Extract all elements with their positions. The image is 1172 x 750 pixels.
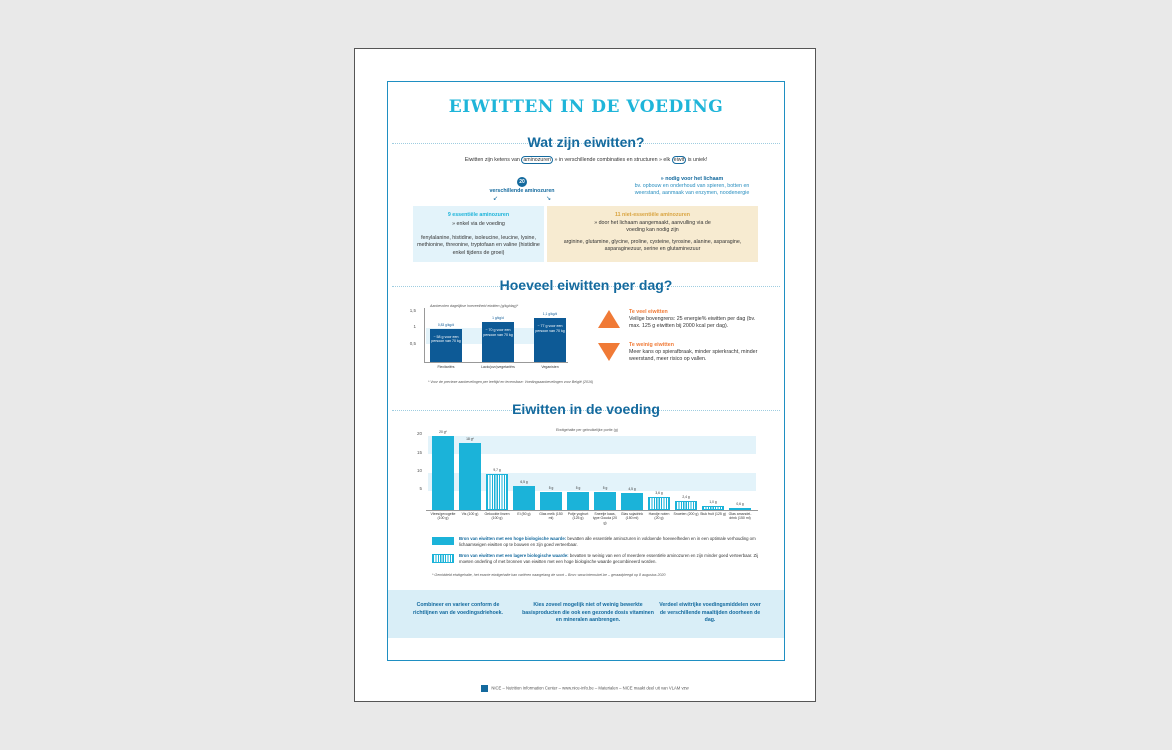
category-label: Lacto(ovo)vegetariërs [481, 365, 515, 369]
bar-value-label: 2,4 g [682, 495, 690, 500]
footer-text: NICE – Nutrition Information Center – www.nice-info.be – Materialen – NICE maakt deel uit van VLAM vzw [491, 685, 689, 691]
category-label: Ei (50 g) [517, 512, 531, 516]
daily-bar: ~ 58 g voor een persoon van 70 kg [430, 329, 462, 362]
nonessential-title: 11 niet-essentiële aminozuren [614, 212, 691, 218]
nonessential-list: arginine, glutamine, glycine, proline, cysteine, tyrosine, alanine, asparagine, asparaginezuur, serine en glutaminezuur [563, 239, 742, 253]
legend-high-text [459, 536, 759, 548]
chart-title: Aanbevolen dagelijkse hoeveelheid eiwitten (g/kg/dag)* [430, 304, 519, 308]
legend-low-bold: Bron van eiwitten met een lagere biologische waarde: [459, 553, 569, 558]
essential-list: fenylalanine, histidine, isoleucine, leucine, lysine, methionine, threonine, tryptofaan en valine (histidine enkel tijdens de groei) [417, 235, 540, 256]
category-label: Veganisten [541, 365, 559, 369]
bar-value-label: 6,5 g [520, 479, 528, 484]
intro-part: » in verschillende combinaties en structuren » elk [553, 157, 672, 163]
bar-value-label: 20 g* [439, 430, 447, 434]
daily-bar: ~ 77 g voor een persoon van 70 kg [534, 318, 566, 362]
food-bar [621, 493, 643, 510]
category-label: Flexitariërs [437, 365, 455, 369]
daily-bar: ~ 70 g voor een persoon van 70 kg [482, 322, 514, 362]
y-tick: 1 [413, 324, 416, 329]
legend-high-swatch [432, 537, 454, 545]
food-bar [648, 497, 670, 510]
food-bar [594, 492, 616, 511]
amino-count-badge: 20 [517, 177, 527, 187]
bar-value-label: 1,1 g/kg/d [542, 312, 558, 316]
category-label: Gekookte linzen (100 g) [484, 512, 510, 521]
essential-box [413, 206, 544, 262]
tip-1: Combineer en varieer conform de richtlijnen van de voedingsdriehoek. [413, 602, 503, 616]
category-label: Glas melk (150 ml) [539, 512, 563, 521]
category-label: Stuk fruit (125 g) [700, 512, 726, 516]
bar-value-label: 3,6 g [655, 490, 663, 495]
food-bar [675, 501, 697, 510]
bar-value-label: 5 g [548, 485, 554, 490]
body-need-title: » nodig voor het lichaam [660, 176, 724, 182]
food-bar [540, 492, 562, 511]
intro-text [388, 157, 784, 164]
category-label: Vlees/gevogelte (100 g) [430, 512, 456, 521]
poster-frame [387, 81, 785, 661]
legend-low-text [459, 553, 759, 565]
legend-high-bold: Bron van eiwitten met een hoge biologische waarde: [459, 536, 567, 541]
bar-value-label: 1 g/kg/d [492, 316, 504, 320]
amino-count-label: verschillende aminozuren [489, 188, 555, 194]
daily-need-chart [394, 304, 584, 386]
nonessential-box [547, 206, 758, 262]
nice-logo-icon [481, 685, 488, 692]
category-label: Handje noten (20 g) [648, 512, 670, 521]
too-much-text: Veilige bovengrens: 25 energie% eiwitten per dag (bv. max. 125 g eiwitten bij 2000 kcal per dag). [629, 316, 756, 330]
bar-value-label: 5 g [602, 485, 608, 490]
essential-sub: » enkel via de voeding [452, 221, 505, 227]
food-bar [459, 443, 481, 510]
legend-low-desc: bevatten te weinig van een of meerdere essentiële aminozuren en zijn minder goed verteerbaar. Zij moeten onderling of met bronnen van eiwitten met een hoge biologische waarde gecombineerd worden. [459, 553, 759, 564]
footer [355, 685, 815, 692]
category-label: Potje yoghurt (125 g) [567, 512, 589, 521]
arrow-left-icon: ↙ [493, 196, 499, 202]
bar-value-label: 1,0 g [709, 500, 717, 505]
y-tick: 5 [419, 486, 422, 491]
section-heading-food: Eiwitten in de voeding [512, 401, 660, 417]
body-need-text: bv. opbouw en onderhoud van spieren, botten en weerstand, aanmaak van enzymen, noodenergie [634, 183, 750, 197]
y-tick: 1,5 [409, 308, 416, 313]
food-bar [513, 486, 535, 510]
tips-band [388, 590, 785, 638]
poster-sheet [354, 48, 816, 702]
food-bar [486, 474, 508, 510]
tip-3: Verdeel eiwitrijke voedingsmiddelen over de verschillende maaltijden doorheen de dag. [659, 602, 761, 624]
too-little-text: Meer kans op spierafbraak, minder spierkracht, minder weerstand, meer risico op vallen. [629, 349, 758, 363]
y-tick: 10 [416, 468, 422, 473]
arrow-right-icon: ↘ [546, 196, 552, 202]
bar-value-label: 0,6 g [736, 501, 744, 506]
bar-value-label: 5 g [575, 485, 581, 490]
legend-low-swatch [432, 554, 454, 563]
category-label: Vis (100 g) [461, 512, 479, 516]
tip-2: Kies zoveel mogelijk niet of weinig bewerkte basisproducten die ook een gezonde dosis vitaminen en mineralen aanbrengen. [522, 602, 654, 624]
warning-up-icon [598, 310, 620, 328]
too-much-title: Te veel eiwitten [629, 309, 668, 315]
y-tick: 20 [416, 431, 422, 436]
x-axis [424, 362, 568, 363]
bar-value-label: 18 g* [466, 437, 474, 442]
category-label: Glas amandel-drink (150 ml) [728, 512, 752, 521]
daily-footnote: * Voor de precieze aanbevelingen per leeftijd en levensfase: Voedingsaanbevelingen voor België (2016) [428, 380, 594, 384]
food-bar [432, 436, 454, 510]
nonessential-sub: » door het lichaam aangemaakt, aanvulling via de voeding kan nodig zijn [594, 220, 711, 234]
legend-high-desc: bevatten alle essentiële aminozuren in voldoende hoeveelheden en in een optimale verhouding om lichaamseigen eiwitten op te bouwen en zijn goed verteerbaar. [459, 536, 756, 547]
intro-part: is uniek! [686, 157, 708, 163]
too-little-title: Te weinig eiwitten [629, 342, 674, 348]
bar-value-label: 9,7 g [493, 468, 501, 473]
section-heading-per-day: Hoeveel eiwitten per dag? [499, 277, 673, 293]
food-protein-chart [388, 422, 785, 525]
x-axis [426, 510, 758, 511]
section-heading-what: Wat zijn eiwitten? [527, 134, 645, 150]
y-tick: 0,5 [409, 341, 416, 346]
category-label: Sneetje kaas, type Gouda (20 g) [592, 512, 618, 525]
food-bar [567, 492, 589, 511]
warning-down-icon [598, 343, 620, 361]
intro-part: Eiwitten zijn ketens van [464, 157, 522, 163]
page-title: EIWITTEN IN DE VOEDING [448, 97, 724, 117]
y-axis [424, 308, 425, 362]
category-label: Snoeten (200 g) [673, 512, 699, 516]
chart-title: Eiwitgehalte per gebruikelijke portie (g) [556, 428, 618, 432]
bar-value-label: 4,5 g [628, 487, 636, 492]
food-footnote: * Gemiddeld eiwitgehalte, het exacte eiwitgehalte kan variëren naargelang de soort – Bron: www.internubel.be – geraadpleegd op 8 augustus 2020 [432, 573, 666, 577]
y-tick: 15 [416, 450, 422, 455]
category-label: Glas sojadrink (150 ml) [620, 512, 644, 521]
food-bar [702, 506, 724, 510]
intro-highlight-aminozuren: aminozuren [523, 157, 552, 163]
bar-value-label: 0,83 g/kg/d [437, 322, 455, 327]
food-bar [729, 508, 751, 510]
intro-highlight-eiwit: eiwit [673, 157, 685, 163]
essential-title: 9 essentiële aminozuren [447, 212, 510, 218]
